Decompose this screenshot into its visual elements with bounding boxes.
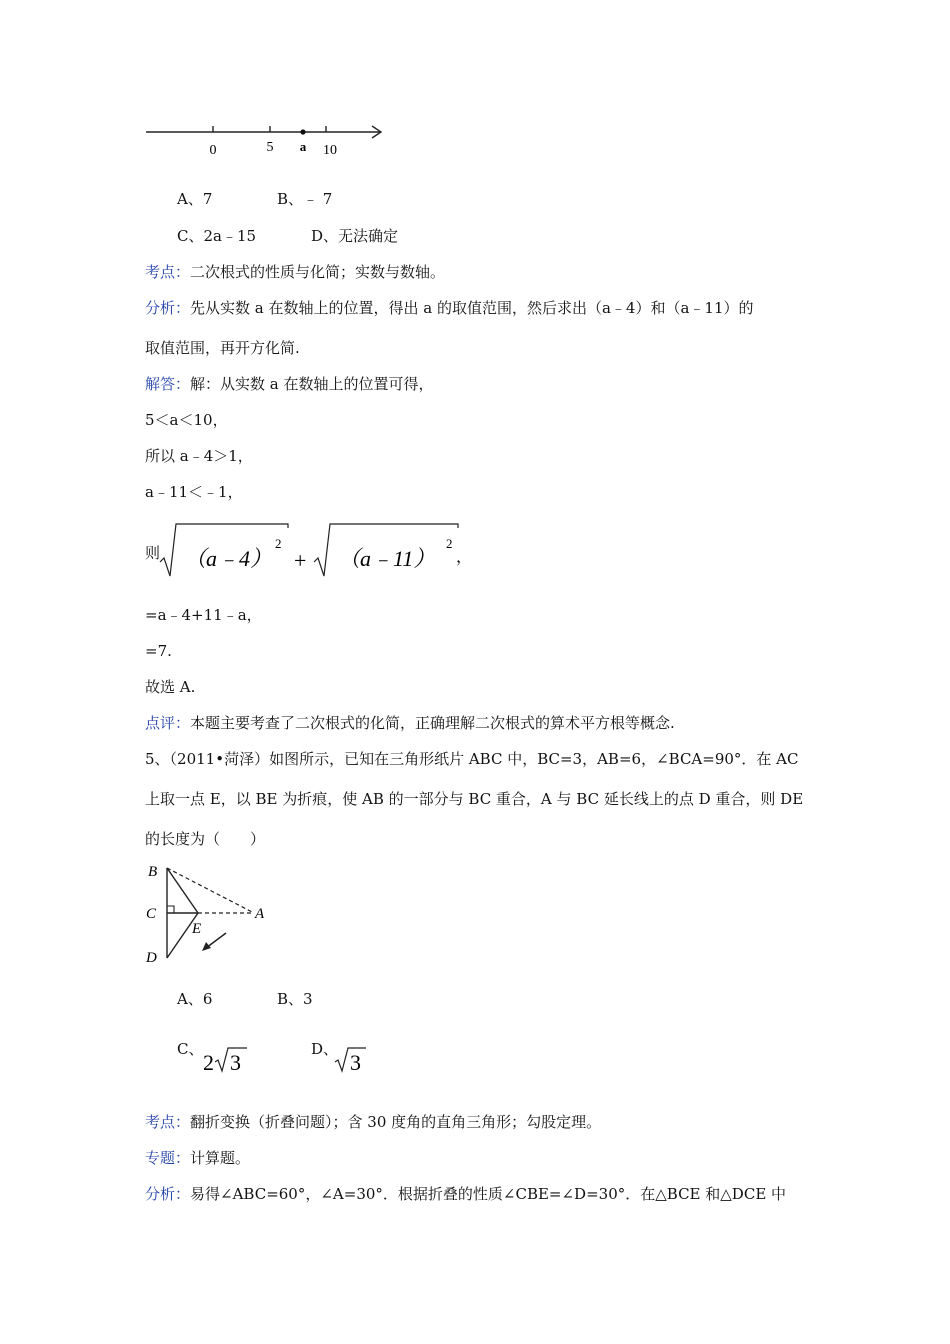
option-d-radicand: 3 bbox=[350, 1050, 361, 1075]
q4-range-line: 5＜a＜10， bbox=[145, 411, 228, 429]
radical-expression bbox=[158, 518, 478, 582]
label-C: C bbox=[146, 906, 157, 922]
option-c-coefficient: 2 bbox=[203, 1050, 214, 1075]
q5-stem-line3: 的长度为（ ） bbox=[145, 830, 266, 848]
point-a-dot bbox=[300, 129, 305, 134]
q4-kaodian bbox=[145, 262, 445, 282]
fold-arrow-head-icon bbox=[202, 942, 211, 951]
kaodian-label: 考点： bbox=[145, 263, 191, 281]
label-D: D bbox=[146, 950, 157, 966]
q4-choose: 故选 A. bbox=[145, 678, 196, 696]
tick-label-5: 5 bbox=[266, 140, 274, 155]
q4-ze: 则 bbox=[145, 544, 161, 562]
q4-option-c: C、2a﹣15 bbox=[177, 227, 257, 245]
q5-stem-line1: 5、（2011•菏泽）如图所示，已知在三角形纸片 ABC 中，BC=3，AB=6，∠BCA=90°．在 AC bbox=[145, 750, 799, 768]
q5-fenxi bbox=[145, 1184, 786, 1204]
q5-option-d-label: D、 bbox=[311, 1040, 339, 1058]
point-label-a: a bbox=[299, 139, 307, 154]
kaodian-label-2: 考点： bbox=[145, 1113, 191, 1131]
fenxi-text-2: 易得∠ABC=60°，∠A=30°．根据折叠的性质∠CBE=∠D=30°．在△BCE 和△DCE 中 bbox=[190, 1185, 787, 1203]
label-E: E bbox=[192, 921, 202, 937]
label-A: A bbox=[255, 906, 265, 922]
label-B: B bbox=[148, 864, 158, 880]
q4-fenxi-line2: 取值范围，再开方化简. bbox=[145, 339, 300, 357]
trailing-comma: ， bbox=[456, 549, 473, 566]
q5-zhuanti bbox=[145, 1148, 250, 1168]
q5-stem-line2: 上取一点 E，以 BE 为折痕，使 AB 的一部分与 BC 重合，A 与 BC 延长线上的点 D 重合，则 DE bbox=[145, 790, 804, 808]
segment-BA-dashed bbox=[167, 868, 254, 913]
q4-lt-line: a﹣11＜﹣1， bbox=[145, 483, 243, 501]
dianping-label: 点评： bbox=[145, 714, 191, 732]
q5-option-c-math bbox=[200, 1044, 252, 1076]
triangle-figure bbox=[140, 858, 280, 970]
q4-so-line: 所以 a﹣4＞1， bbox=[145, 447, 253, 465]
kaodian-text-2: 翻折变换（折叠问题）；含 30 度角的直角三角形；勾股定理。 bbox=[190, 1113, 602, 1131]
dianping-text: 本题主要考查了二次根式的化简，正确理解二次根式的算术平方根等概念. bbox=[190, 714, 675, 732]
kaodian-text: 二次根式的性质与化简；实数与数轴。 bbox=[190, 263, 446, 281]
radicand-1: （a﹣4） bbox=[184, 546, 273, 571]
zhuanti-label: 专题： bbox=[145, 1149, 191, 1167]
number-line-figure bbox=[140, 118, 390, 160]
right-angle-mark bbox=[167, 906, 174, 913]
tick-label-0: 0 bbox=[209, 143, 217, 158]
jieda-label: 解答： bbox=[145, 375, 191, 393]
fenxi-text-1: 先从实数 a 在数轴上的位置，得出 a 的取值范围，然后求出（a﹣4）和（a﹣11）的 bbox=[190, 299, 754, 317]
q4-eq-line2: =7. bbox=[145, 642, 172, 660]
plus-sign: + bbox=[294, 548, 307, 573]
q5-option-c-label: C、 bbox=[177, 1040, 204, 1058]
fenxi-label-2: 分析： bbox=[145, 1185, 191, 1203]
q4-dianping bbox=[145, 713, 675, 733]
exponent-1: 2 bbox=[275, 536, 282, 551]
q5-option-a: A、6 bbox=[177, 990, 213, 1008]
q4-eq-line1: =a﹣4+11﹣a， bbox=[145, 606, 262, 624]
radicand-2: （a﹣11） bbox=[338, 546, 436, 571]
fenxi-label: 分析： bbox=[145, 299, 191, 317]
q4-option-b: B、﹣ 7 bbox=[277, 190, 333, 208]
q4-fenxi-line1 bbox=[145, 298, 754, 318]
q4-option-a: A、7 bbox=[177, 190, 213, 208]
q5-option-b: B、3 bbox=[277, 990, 313, 1008]
q4-jieda bbox=[145, 374, 434, 394]
q5-option-d-math bbox=[333, 1044, 369, 1076]
tick-label-10: 10 bbox=[323, 143, 337, 158]
q4-option-d: D、无法确定 bbox=[311, 227, 399, 245]
jieda-text: 解：从实数 a 在数轴上的位置可得， bbox=[190, 375, 434, 393]
zhuanti-text: 计算题。 bbox=[190, 1149, 251, 1167]
q5-kaodian bbox=[145, 1112, 601, 1132]
option-c-radicand: 3 bbox=[230, 1050, 241, 1075]
exponent-2: 2 bbox=[446, 536, 453, 551]
